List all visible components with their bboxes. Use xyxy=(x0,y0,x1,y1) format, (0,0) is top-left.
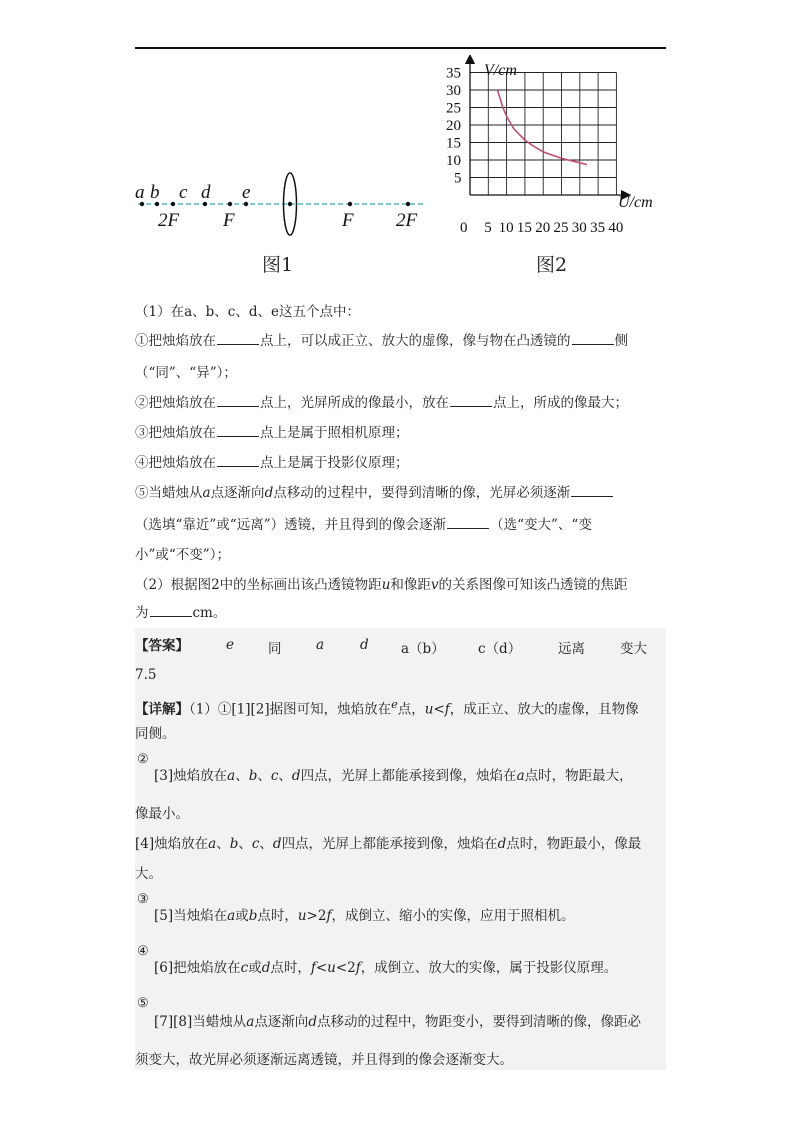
question-line-1-cont: （“同”、“异”）； xyxy=(135,365,237,381)
answer-blank[interactable] xyxy=(217,454,259,467)
x-tick-label: 20 xyxy=(535,220,551,236)
lens-center-dot xyxy=(288,202,292,206)
y-axis-label: V/cm xyxy=(484,62,517,79)
y-tick-label: 10 xyxy=(446,153,461,169)
x-tick-label: 10 xyxy=(498,220,514,236)
figure1-caption: 图1 xyxy=(262,254,294,276)
answer-blank[interactable] xyxy=(217,424,259,437)
detail-marker-5: ⑤ xyxy=(137,996,149,1011)
detail-line-6-cont: 须变大，故光屏必须逐渐远离透镜，并且得到的像会逐渐变大。 xyxy=(135,1052,513,1068)
y-tick-label: 35 xyxy=(446,65,461,82)
x-axis-label: U/cm xyxy=(618,194,653,211)
question-part2-cont: 为 cm。 xyxy=(135,605,227,621)
answer-item-4: d xyxy=(360,637,369,653)
question-line-3: ③把烛焰放在 点上是属于照相机原理； xyxy=(135,425,409,441)
point-label-b: b xyxy=(150,182,160,203)
answer-blank[interactable] xyxy=(150,604,192,617)
x-tick-label: 5 xyxy=(484,220,492,236)
label-2f-right: 2F xyxy=(396,210,418,231)
detail-marker-4: ④ xyxy=(137,944,149,959)
x-tick-label: 15 xyxy=(516,220,532,236)
question-line-5-end: 小”或“不变”）； xyxy=(135,547,230,563)
figure2-caption: 图2 xyxy=(536,254,568,276)
detail-line-3-cont: 大。 xyxy=(135,866,162,882)
answer-item-1: e xyxy=(226,637,234,653)
question-line-2: ②把烛焰放在 点上，光屏所成的像最小，放在 点上，所成的像最大； xyxy=(135,395,628,411)
answer-blank[interactable] xyxy=(572,332,614,345)
answer-blank[interactable] xyxy=(450,394,492,407)
y-tick-label: 20 xyxy=(446,118,461,134)
uv-graph xyxy=(440,55,670,237)
answer-item-6: c（d） xyxy=(478,641,522,657)
question-line-5: ⑤当蜡烛从a点逐渐向d点移动的过程中，要得到清晰的像，光屏必须逐渐 xyxy=(135,483,614,503)
label-2f-left: 2F xyxy=(158,210,180,231)
answer-label: 【答案】 xyxy=(135,638,189,654)
x-tick-label: 35 xyxy=(590,220,606,236)
detail-line-4: [5]当烛焰在a或b点时，u>2f，成倒立、缩小的实像，应用于照相机。 xyxy=(154,908,575,924)
detail-marker-2: ② xyxy=(137,752,149,767)
y-tick-label: 25 xyxy=(446,100,461,117)
x-tick-label: 0 xyxy=(460,220,468,236)
point-2f-right-dot xyxy=(406,202,410,206)
answer-item-2: 同 xyxy=(268,641,282,657)
y-tick-label: 30 xyxy=(446,83,461,99)
answer-item-9: 7.5 xyxy=(135,667,157,683)
graph-grid xyxy=(470,73,616,196)
point-f-right-dot xyxy=(348,202,352,206)
detail-line-1: 【详解】（1）①[1][2]据图可知，烛焰放在$^e$点，u<f，成正立、放大的虚像，且物像 xyxy=(135,698,639,718)
detail-line-6: [7][8]当蜡烛从a点逐渐向d点移动的过程中，物距变小，要得到清晰的像，像距必 xyxy=(154,1014,641,1030)
x-tick-label: 30 xyxy=(571,220,587,236)
question-part2: （2）根据图2中的坐标画出该凸透镜物距u和像距v的关系图像可知该凸透镜的焦距 xyxy=(135,577,628,593)
answer-item-8: 变大 xyxy=(620,641,647,657)
point-c-dot xyxy=(171,202,175,206)
answer-blank[interactable] xyxy=(217,394,259,407)
detail-line-3: [4]烛焰放在a、b、c、d四点，光屏上都能承接到像，烛焰在d点时，物距最小，像最 xyxy=(135,836,642,852)
top-rule xyxy=(135,47,666,49)
point-label-e: e xyxy=(242,182,251,203)
detail-line-1-cont: 同侧。 xyxy=(135,726,176,742)
point-label-a: a xyxy=(135,182,145,203)
point-label-d: d xyxy=(201,182,211,203)
question-line-4: ④把烛焰放在 点上是属于投影仪原理； xyxy=(135,455,409,471)
question-line-5-cont: （选填“靠近”或“远离”）透镜，并且得到的像会逐渐 （选“变大”、“变 xyxy=(135,517,592,533)
y-tick-label: 15 xyxy=(446,135,461,152)
detail-line-2-cont: 像最小。 xyxy=(135,806,189,822)
x-tick-label: 25 xyxy=(553,220,569,236)
point-f-left-dot xyxy=(228,202,232,206)
answer-item-3: a xyxy=(316,637,325,653)
label-f-left: F xyxy=(223,210,235,231)
label-f-right: F xyxy=(342,210,354,231)
uv-curve xyxy=(498,90,588,165)
detail-marker-3: ③ xyxy=(137,892,149,907)
answer-blank[interactable] xyxy=(447,516,489,529)
answer-blank[interactable] xyxy=(571,484,613,497)
point-label-c: c xyxy=(179,182,188,203)
y-tick-label: 5 xyxy=(454,170,462,187)
lens-diagram xyxy=(130,170,430,240)
answer-blank[interactable] xyxy=(217,332,259,345)
x-tick-label: 40 xyxy=(608,220,624,236)
detail-line-5: [6]把烛焰放在c或d点时，f<u<2f，成倒立、放大的实像，属于投影仪原理。 xyxy=(154,960,618,976)
question-line-1: ①把烛焰放在 点上，可以成正立、放大的虚像，像与物在凸透镜的 侧 xyxy=(135,333,628,349)
answer-item-7: 远离 xyxy=(558,641,585,657)
answer-item-5: a（b） xyxy=(401,641,445,657)
detail-line-2: [3]烛焰放在a、b、c、d四点，光屏上都能承接到像，烛焰在a点时，物距最大， xyxy=(154,768,633,784)
question-part1-intro: （1）在a、b、c、d、e这五个点中： xyxy=(135,304,360,320)
